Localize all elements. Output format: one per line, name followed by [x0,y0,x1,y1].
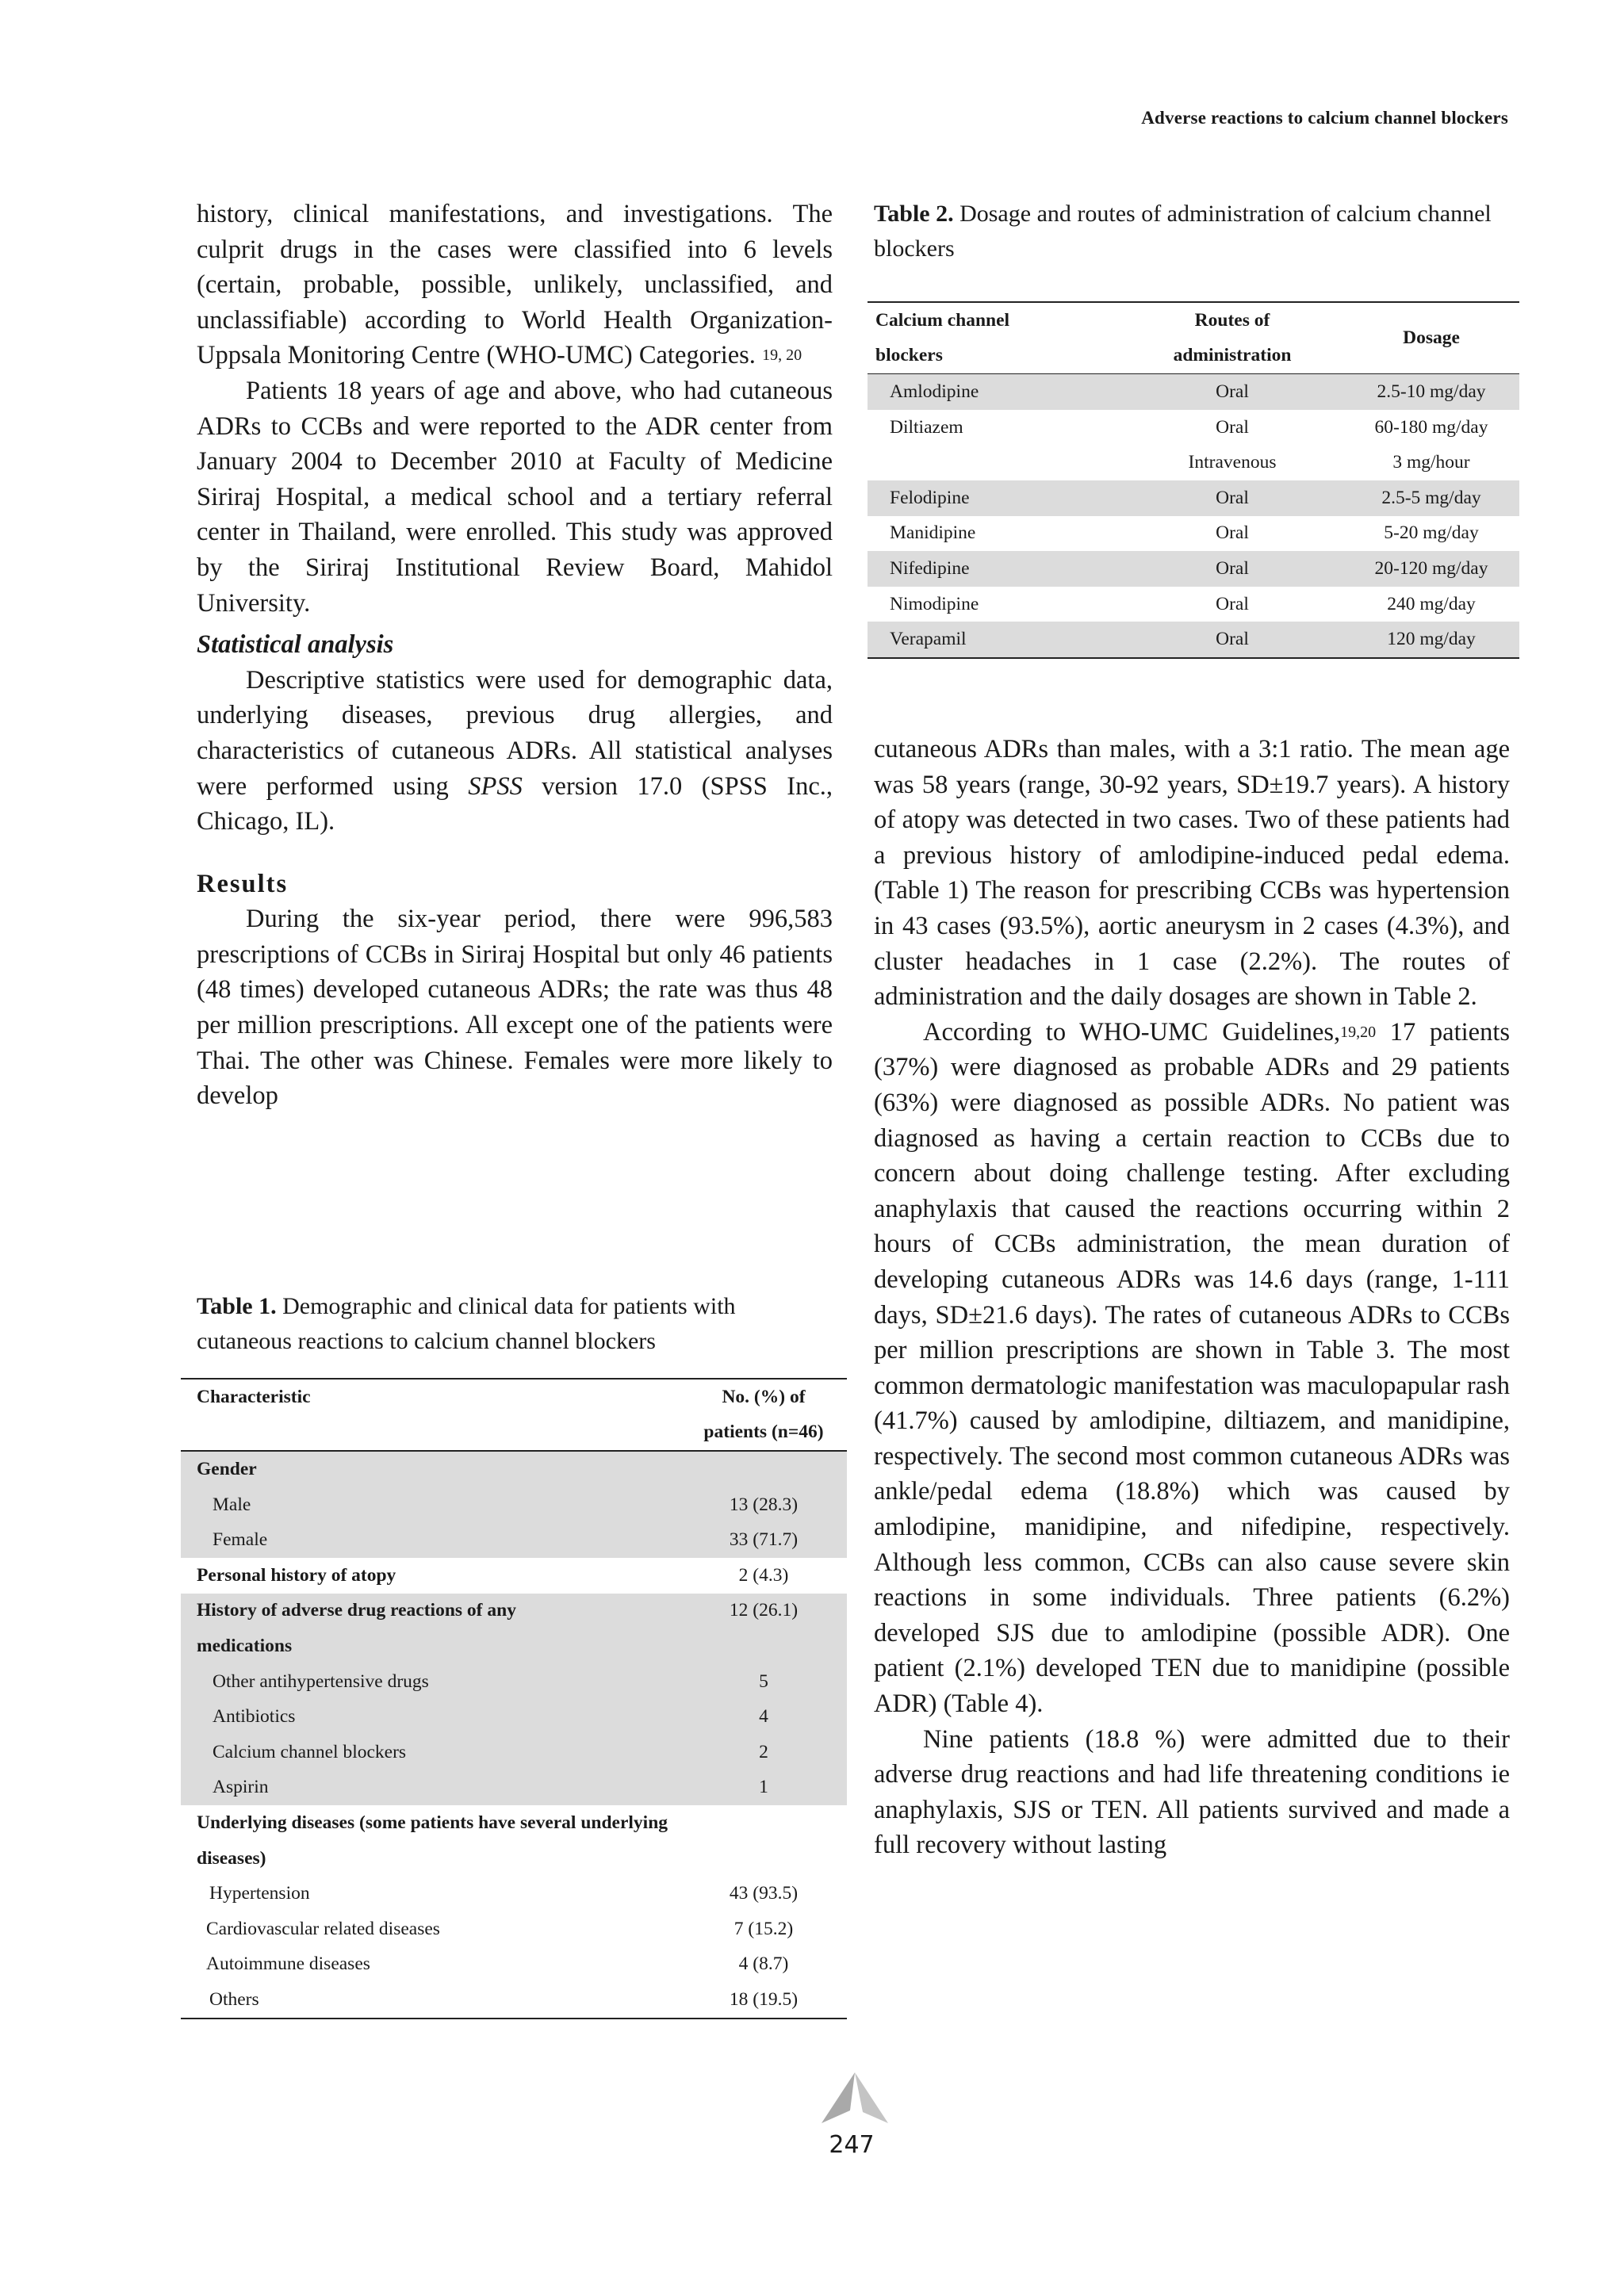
table-row: Female 33 (71.7) [181,1522,847,1558]
t2-header-dosage: Dosage [1343,302,1519,374]
paragraph-admissions: Nine patients (18.8 %) were admitted due to their adverse drug reactions and had life threatening conditions ie anaphylaxis, SJS or TEN. All patients survived and made a full recovery without lasting [874,1724,1510,1860]
running-head: Adverse reactions to calcium channel blockers [1141,108,1508,128]
paragraph-who-umc: According to WHO-UMC Guidelines,$^{19,20}$ 17 patients (37%) were diagnosed as probable ADRs and 29 patients (63%) were diagnosed as possible ADRs. No patient was diagnosed as having a certain reaction to CCBs due to concern about doing challenge testing. After excluding anaphylaxis that caused the reactions occurring within 2 hours of CCBs administration, the mean duration of developing cutaneous ADRs was 14.6 days (range, 1-111 days, SD±21.6 days). The rates of cutaneous ADRs to CCBs per million prescriptions are shown in Table 3. The most common dermatologic manifestation was maculopapular rash (41.7%) caused by amlodipine, diltiazem, and manidipine, respectively. The second most common cutaneous ADRs was ankle/pedal edema (18.8%) which was caused by amlodipine, manidipine, and nifedipine, respectively. Although less common, CCBs can also cause severe skin reactions in some individuals. Three patients (6.2%) developed SJS due to amlodipine (possible ADR). One patient (2.1%) developed TEN due to manidipine (possible ADR) (Table 4). [874,1017,1510,1719]
table-row [181,1379,847,1415]
table-row: diseases) [197,1847,266,1869]
table-row: Other antihypertensive drugs 5 [181,1664,847,1700]
table-row: Gender [181,1451,847,1487]
table-row: Diltiazem Oral 60-180 mg/day [890,416,1488,438]
statistical-analysis-heading: Statistical analysis [197,630,394,660]
t1-header-count-2: patients (n=46) [680,1415,847,1452]
table-row: Verapamil Oral 120 mg/day [868,622,1519,658]
table-row: Underlying diseases (some patients have several underlying [197,1812,668,1833]
t2-header-ccb-2: blockers [868,339,1121,374]
t2-header-route-2: administration [1121,339,1343,374]
table-row: Antibiotics 4 [181,1699,847,1735]
citation: 19,20 [1340,1023,1377,1041]
table-row: Felodipine Oral 2.5-5 mg/day [868,480,1519,516]
right-column [874,732,1510,1863]
table-row: History of adverse drug reactions of any 12 (26.1) [181,1594,847,1629]
table-row: Aspirin 1 [181,1770,847,1806]
t2-header-route-1: Routes of [1194,309,1270,331]
paragraph-classification: history, clinical manifestations, and investigations. The culprit drugs in the cases were classified into 6 levels (certain, probable, possible, unlikely, unclassified, and unclassifiable) according to World Health Organization-Uppsala Monitoring Centre (WHO-UMC) Categories. $^{19, 20}$ [197,200,833,370]
journal-logo-icon [818,2071,891,2126]
table1 [181,1378,847,2019]
table-row: Amlodipine Oral 2.5-10 mg/day [868,374,1519,410]
table1-caption: Table 1. Demographic and clinical data for patients with cutaneous reactions to calcium channel blockers [197,1293,736,1354]
paragraph-statistics: Descriptive statistics were used for demographic data, underlying diseases, previous drug allergies, and characteristics of cutaneous ADRs. All statistical analyses were performed using SPSS version 17.0 (SPSS Inc., Chicago, IL). [197,665,833,836]
table-row: medications [181,1628,847,1664]
table2 [868,301,1519,659]
citation: 19, 20 [762,346,802,365]
table-row [181,1415,847,1452]
paragraph-demographics: cutaneous ADRs than males, with a 3:1 ratio. The mean age was 58 years (range, 30-92 years, SD±19.7 years). A history of atopy was detected in two cases. Two of these patients had a previous history of amlodipine-induced pedal edema. (Table 1) The reason for prescribing CCBs was hypertension in 43 cases (93.5%), aortic aneurysm in 2 cases (4.3%), and cluster headaches in 1 case (2.2%). The routes of administration and the daily dosages are shown in Table 2. [874,735,1510,1012]
table-row: Personal history of atopy 2 (4.3) [197,1564,789,1586]
table-row: Hypertension 43 (93.5) [209,1883,799,1904]
t1-header-count-1: No. (%) of [722,1386,806,1407]
t2-header-ccb-1: Calcium channel [875,309,1010,331]
table-row: Intravenous 3 mg/hour [1188,452,1470,473]
paragraph-enrollment: Patients 18 years of age and above, who had cutaneous ADRs to CCBs and were reported to the ADR center from January 2004 to December 2010 at Faculty of Medicine Siriraj Hospital, a medical school and a tertiary referral center in Thailand, were enrolled. This study was approved by the Siriraj Institutional Review Board, Mahidol University. [197,376,833,618]
table2-caption: Table 2. Dosage and routes of administration of calcium channel blockers [874,201,1492,262]
table-row: Male 13 (28.3) [181,1487,847,1523]
paragraph-results: During the six-year period, there were 996,583 prescriptions of CCBs in Siriraj Hospital but only 46 patients (48 times) developed cutaneous ADRs; the rate was thus 48 per million prescriptions. All except one of the patients were Thai. The other was Chinese. Females were more likely to develop [197,905,833,1111]
table-row: Cardiovascular related diseases 7 (15.2) [206,1918,794,1939]
table-row: Nimodipine Oral 240 mg/day [890,593,1476,614]
page-number: 247 [829,2131,875,2159]
t1-header-characteristic: Characteristic [197,1386,311,1407]
table-row: Others 18 (19.5) [209,1988,799,2010]
table-row: Manidipine Oral 5-20 mg/day [890,522,1479,544]
table-row: Autoimmune diseases 4 (8.7) [206,1954,789,1975]
table-row: Calcium channel blockers 2 [181,1735,847,1770]
table-row: Nifedipine Oral 20-120 mg/day [868,551,1519,587]
left-column [197,197,833,1114]
table-row [868,302,1519,339]
results-heading: Results [197,869,289,898]
